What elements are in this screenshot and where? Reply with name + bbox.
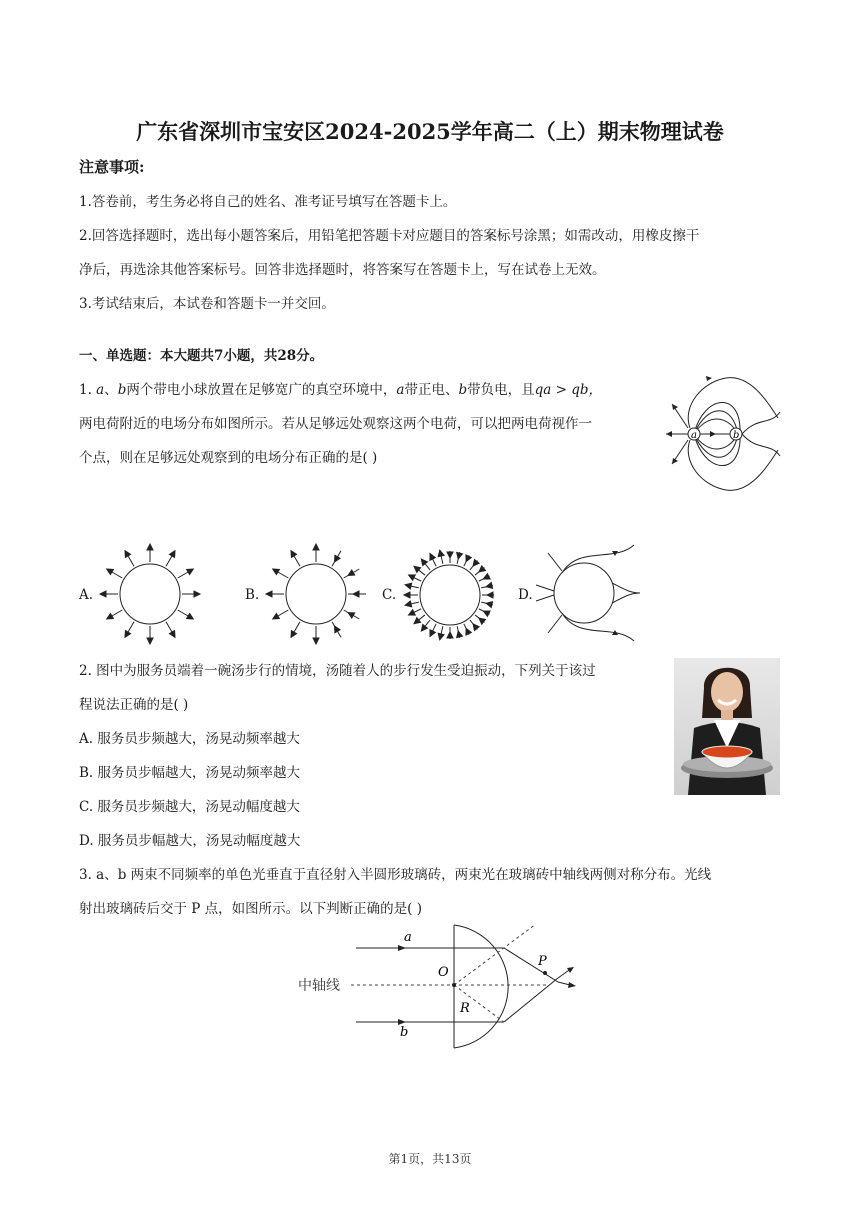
field-arrow — [447, 552, 453, 558]
q3-semicircle-figure — [296, 920, 580, 1054]
field-arrow — [473, 560, 479, 567]
q2-option-c: C. 服务员步频越大，汤晃动幅度越大 — [79, 799, 300, 815]
notice-heading: 注意事项: — [79, 158, 145, 176]
field-arrow — [125, 551, 131, 558]
field-arrow — [447, 632, 453, 638]
field-arrow — [486, 602, 493, 608]
q1-option-d-figure — [534, 543, 644, 643]
beam-a-label: a — [404, 930, 412, 945]
section-heading: 一、单选题：本大题共7小题，共28分。 — [79, 348, 324, 364]
center-o-label: O — [438, 965, 449, 980]
notice-item: 3.考试结束后，本试卷和答题卡一并交回。 — [79, 296, 335, 312]
field-arrow — [273, 613, 280, 619]
field-arrow — [348, 613, 355, 619]
beam-b-label: b — [400, 1025, 409, 1040]
field-arrow — [273, 569, 280, 575]
page-footer: 第1页，共13页 — [388, 1152, 472, 1166]
field-arrow — [457, 631, 463, 638]
field-arrow — [466, 555, 471, 562]
axis-label: 中轴线 — [298, 978, 340, 994]
field-arrow — [169, 631, 175, 638]
field-arrow — [107, 613, 114, 619]
field-arrow — [466, 628, 471, 635]
charge-b-label: b — [733, 430, 740, 441]
q1-dipole-figure — [662, 376, 782, 492]
radius-r-label: R — [460, 1001, 470, 1016]
field-arrow — [438, 550, 444, 557]
field-arrow — [404, 592, 410, 598]
field-arrow — [421, 624, 427, 631]
field-arrow — [147, 544, 153, 550]
q2-line2: 程说法正确的是( ) — [79, 697, 189, 713]
field-arrow — [479, 618, 486, 624]
q3-line2: 射出玻璃砖后交于 P 点，如图所示。以下判断正确的是( ) — [79, 901, 422, 917]
field-arrow — [266, 591, 272, 597]
notice-item: 净后，再选涂其他答案标号。回答非选择题时，将答案写在答题卡上，写在试卷上无效。 — [79, 262, 606, 278]
charge-a-label: a — [691, 430, 697, 441]
q2-option-a: A. 服务员步频越大，汤晃动频率越大 — [79, 731, 300, 747]
q2-option-b: B. 服务员步幅越大，汤晃动频率越大 — [79, 765, 301, 781]
q1-line1: 1. a、b两个带电小球放置在足够宽广的真空环境中，a带正电、b带负电，且qa > qb， — [79, 382, 602, 398]
field-arrow — [409, 575, 416, 580]
field-arrow — [409, 610, 416, 615]
waiter-photo — [674, 658, 780, 795]
q1-option-c-label: C. — [382, 587, 397, 603]
q1-line3: 个点，则在足够远处观察到的电场分布正确的是( ) — [79, 450, 378, 466]
field-arrow — [194, 591, 200, 597]
field-arrow — [483, 574, 490, 579]
field-arrow — [414, 566, 421, 572]
q1-option-b-label: B. — [245, 587, 260, 603]
field-arrow — [483, 611, 490, 616]
field-arrow — [479, 566, 486, 572]
field-arrow — [421, 559, 427, 566]
q1-option-b-figure — [264, 542, 368, 646]
field-arrow — [457, 552, 463, 559]
field-arrow — [353, 591, 359, 597]
q1-option-c-figure — [398, 545, 502, 645]
point-p-label: P — [538, 954, 547, 969]
field-arrow — [187, 613, 194, 619]
field-arrow — [107, 569, 114, 575]
field-arrow — [125, 631, 131, 638]
field-arrow — [438, 633, 444, 640]
field-arrow — [147, 638, 153, 644]
field-arrow — [187, 569, 194, 575]
field-arrow — [430, 630, 435, 637]
field-arrow — [335, 626, 341, 633]
page-title: 广东省深圳市宝安区2024-2025学年高二（上）期末物理试卷 — [136, 119, 724, 144]
field-arrow — [100, 591, 106, 597]
field-arrow — [335, 555, 341, 562]
field-arrow — [414, 618, 421, 624]
field-arrow — [291, 551, 297, 558]
q2-option-d: D. 服务员步幅越大，汤晃动幅度越大 — [79, 833, 301, 849]
field-arrow — [405, 583, 412, 589]
field-arrow — [169, 551, 175, 558]
q1-option-a-label: A. — [79, 587, 94, 603]
field-arrow — [430, 554, 435, 561]
field-arrow — [405, 601, 412, 607]
field-arrow — [313, 638, 319, 644]
q1-option-a-figure — [98, 542, 202, 646]
notice-item: 1.答卷前，考生务必将自己的姓名、准考证号填写在答题卡上。 — [79, 194, 457, 210]
q1-line2: 两电荷附近的电场分布如图所示。若从足够远处观察这两个电荷，可以把两电荷视作一 — [79, 416, 592, 432]
field-arrow — [486, 583, 493, 589]
q2-line1: 2. 图中为服务员端着一碗汤步行的情境，汤随着人的步行发生受迫振动，下列关于该过 — [79, 663, 596, 679]
q1-option-d-label: D. — [518, 587, 533, 603]
field-arrow — [291, 631, 297, 638]
notice-item: 2.回答选择题时，选出每小题答案后，用铅笔把答题卡对应题目的答案标号涂黑；如需改动，用橡皮擦干 — [79, 228, 700, 244]
field-arrow — [473, 624, 479, 631]
q3-line1: 3. a、b 两束不同频率的单色光垂直于直径射入半圆形玻璃砖，两束光在玻璃砖中轴线两侧对称分布。光线 — [79, 867, 712, 883]
field-arrow — [313, 544, 319, 550]
field-arrow — [487, 592, 493, 598]
field-arrow — [348, 570, 355, 576]
